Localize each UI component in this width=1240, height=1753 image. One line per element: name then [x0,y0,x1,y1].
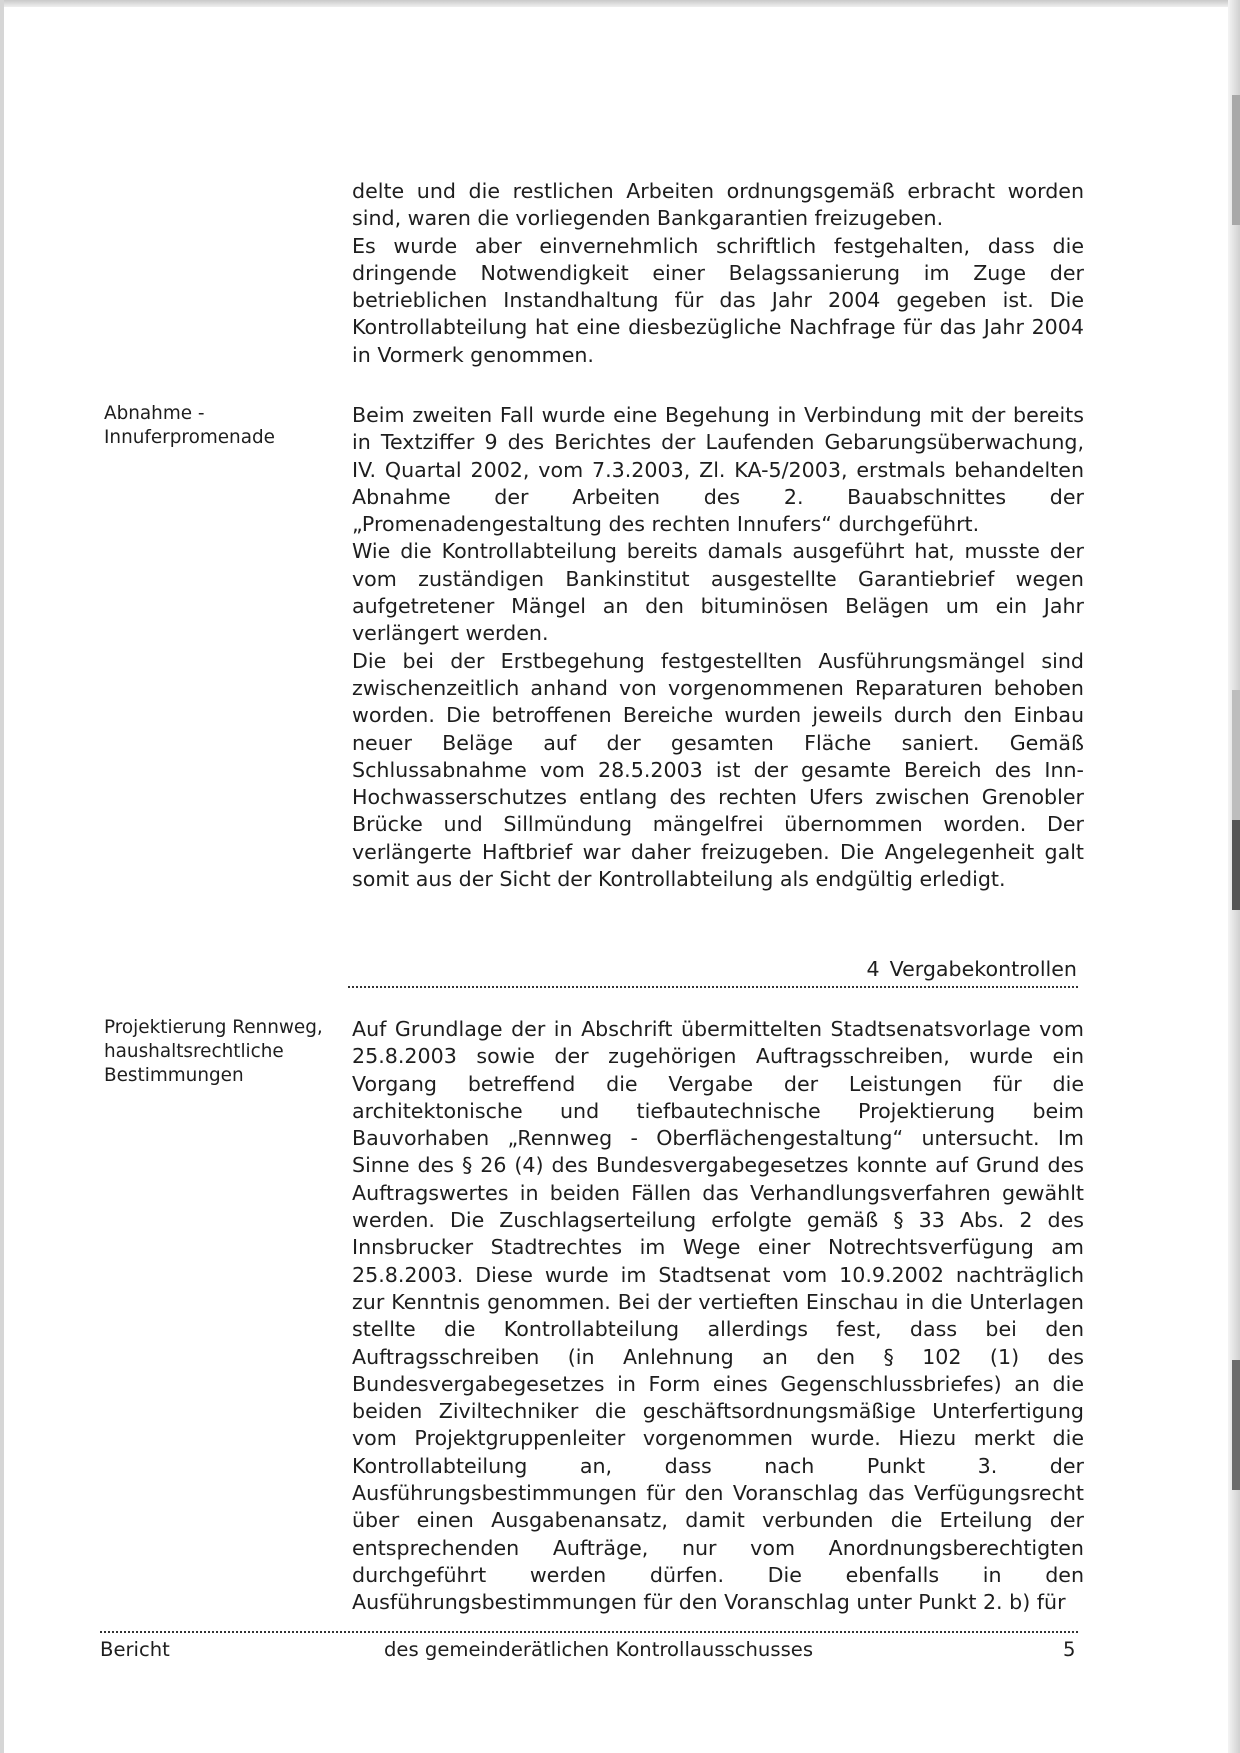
innuferpromenade-paragraph-2: Wie die Kontrollabteilung bereits damals ausgeführt hat, musste der vom zuständigen Bankinstitut ausgestellte Garantiebrief wegen aufgetretener Mängel an den bituminösen Belägen um ein Jahr verlängert werden. [352,539,1084,646]
continuation-paragraph-1: delte und die restlichen Arbeiten ordnungsgemäß erbracht worden sind, waren die vorliegenden Bankgarantien freizugeben. [352,179,1084,231]
scan-edge-top [0,0,1240,7]
footer-left: Bericht [100,1638,170,1661]
scan-edge-right [1228,0,1240,1753]
rennweg-text-block [352,1016,1084,1617]
section-number: 4 [866,957,880,981]
innuferpromenade-paragraph-3: Die bei der Erstbegehung festgestellten Ausführungsmängel sind zwischenzeitlich anhand von vorgenommenen Reparaturen behoben worden. Die betroffenen Bereiche wurden jeweils durch den Einbau neuer Beläge auf der gesamten Fläche saniert. Gemäß Schlussabnahme vom 28.5.2003 ist der gesamte Bereich des Inn-Hochwasserschutzes entlang des rechten Ufers zwischen Grenobler Brücke und Sillmündung mängelfrei übernommen worden. Der verlängerte Haftbrief war daher freizugeben. Die Angelegenheit galt somit aus der Sicht der Kontrollabteilung als endgültig erledigt. [352,648,1084,892]
section-divider [348,986,1078,988]
side-label-projektierung-rennweg: Projektierung Rennweg, haushaltsrechtliche Bestimmungen [104,1017,323,1086]
page-number: 5 [1063,1638,1076,1661]
footer-center: des gemeinderätlichen Kontrollausschusses [384,1638,814,1661]
rennweg-paragraph: Auf Grundlage der in Abschrift übermittelten Stadtsenatsvorlage vom 25.8.2003 sowie der zugehörigen Auftragsschreiben, wurde ein Vorgang betreffend die Vergabe der Leistungen für die architektonische und tiefbautechnische Projektierung beim Bauvorhaben „Rennweg - Oberflächengestaltung“ untersucht. Im Sinne des § 26 (4) des Bundesvergabegesetzes konnte auf Grund des Auftragswertes in beiden Fällen das Verhandlungsverfahren gewählt werden. Die Zuschlagserteilung erfolgte gemäß § 33 Abs. 2 des Innsbrucker Stadtrechtes im Wege einer Notrechtsverfügung am 25.8.2003. Diese wurde im Stadtsenat vom 10.9.2002 nachträglich zur Kenntnis genommen. Bei der vertieften Einschau in die Unterlagen stellte die Kontrollabteilung allerdings fest, dass bei den Auftragsschreiben (in Anlehnung an den § 102 (1) des Bundesvergabegesetzes in Form eines Gegenschlussbriefes) an die beiden Ziviltechniker die geschäftsordnungsmäßige Unterfertigung vom Projektgruppenleiter vorgenommen wurde. Hiezu merkt die Kontrollabteilung an, dass nach Punkt 3. der Ausführungsbestimmungen für den Voranschlag das Verfügungsrecht über einen Ausgabenansatz, damit verbunden die Erteilung der entsprechenden Aufträge, nur vom Anordnungsberechtigten durchgeführt werden dürfen. Die ebenfalls in den Ausführungsbestimmungen für den Voranschlag unter Punkt 2. b) für [352,1017,1084,1615]
side-label-innuferpromenade: Abnahme - Innuferpromenade [104,403,275,448]
continuation-paragraph-2: Es wurde aber einvernehmlich schriftlich festgehalten, dass die dringende Notwendigkeit einer Belagssanierung im Zuge der betrieblichen Instandhaltung für das Jahr 2004 gegeben ist. Die Kontrollabteilung hat eine diesbezügliche Nachfrage für das Jahr 2004 in Vormerk genommen. [352,233,1084,367]
section-title: Vergabekontrollen [889,957,1077,981]
scan-edge-left [0,0,4,1753]
innuferpromenade-text-block [352,402,1084,893]
section-heading [866,956,1077,983]
footer-divider [100,1631,1078,1633]
continuation-text-block [352,178,1084,369]
innuferpromenade-paragraph-1: Beim zweiten Fall wurde eine Begehung in Verbindung mit der bereits in Textziffer 9 des Berichtes der Laufenden Gebarungsüberwachung, IV. Quartal 2002, vom 7.3.2003, Zl. KA-5/2003, erstmals behandelten Abnahme der Arbeiten des 2. Bauabschnittes der „Promenadengestaltung des rechten Innufers“ durchgeführt. [352,403,1084,537]
